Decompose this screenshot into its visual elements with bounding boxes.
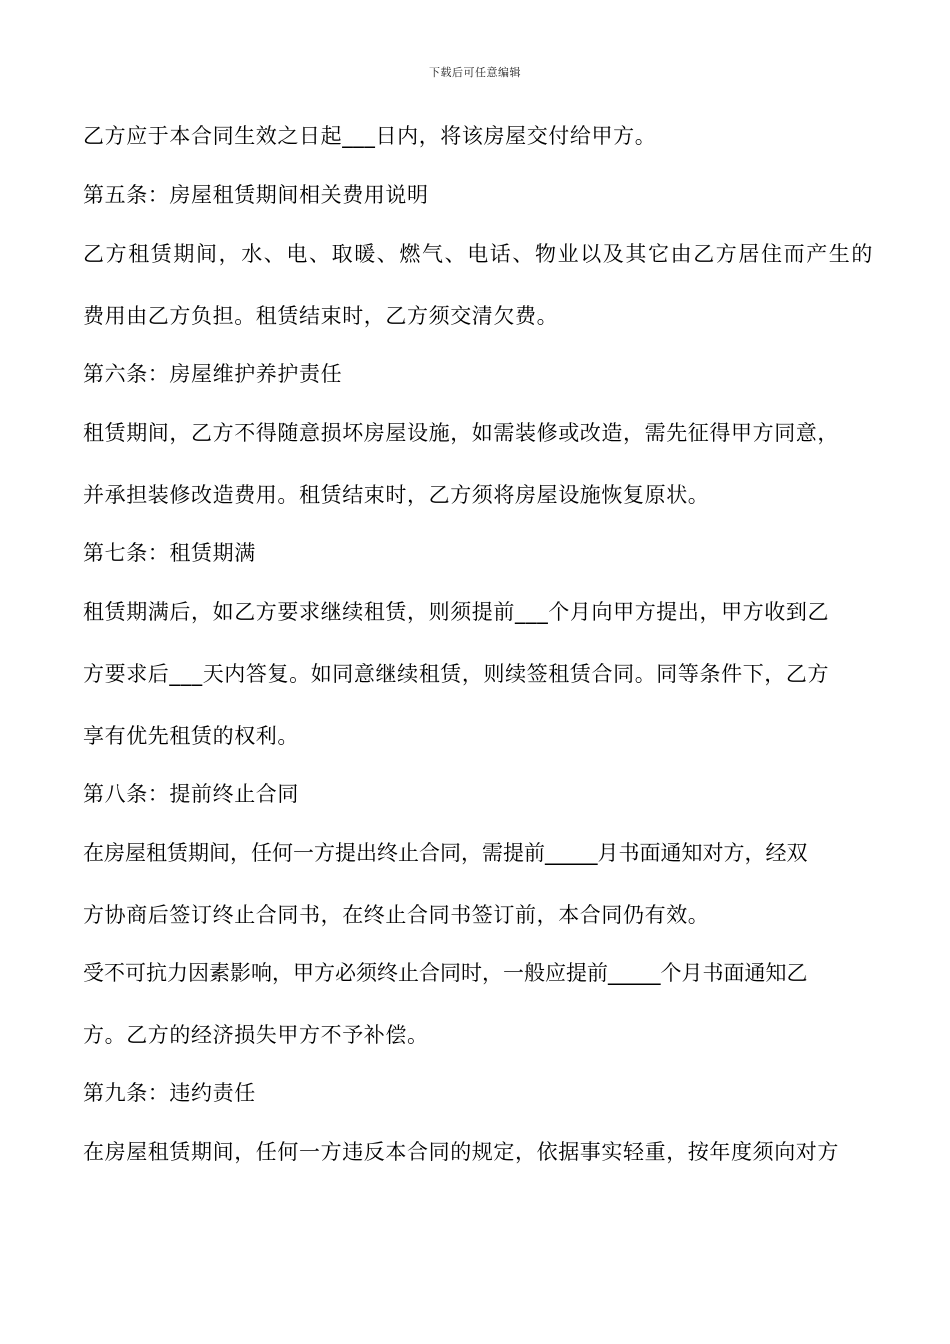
paragraph-line: 在房屋租赁期间，任何一方提出终止合同，需提前_____月书面通知对方，经双 [83,841,808,865]
paragraph-line: 乙方应于本合同生效之日起___日内，将该房屋交付给甲方。 [83,124,657,148]
paragraph-line: 乙方租赁期间，水、电、取暖、燃气、电话、物业以及其它由乙方居住而产生的 [83,242,874,266]
section-heading-8: 第八条：提前终止合同 [83,782,299,806]
paragraph-line: 受不可抗力因素影响，甲方必须终止合同时，一般应提前_____个月书面通知乙 [83,961,808,985]
section-heading-9: 第九条：违约责任 [83,1081,256,1105]
paragraph-line: 租赁期间，乙方不得随意损坏房屋设施，如需装修或改造，需先征得甲方同意， [83,421,839,445]
paragraph-line: 并承担装修改造费用。租赁结束时，乙方须将房屋设施恢复原状。 [83,483,710,507]
section-heading-5: 第五条：房屋租赁期间相关费用说明 [83,183,429,207]
paragraph-line: 方要求后___天内答复。如同意继续租赁，则续签租赁合同。同等条件下，乙方 [83,662,830,686]
paragraph-line: 方协商后签订终止合同书，在终止合同书签订前，本合同仍有效。 [83,903,710,927]
page-header-note: 下载后可任意编辑 [429,66,521,79]
section-heading-6: 第六条：房屋维护养护责任 [83,362,343,386]
paragraph-line: 方。乙方的经济损失甲方不予补偿。 [83,1023,429,1047]
section-heading-7: 第七条：租赁期满 [83,541,256,565]
paragraph-line: 租赁期满后，如乙方要求继续租赁，则须提前___个月向甲方提出，甲方收到乙 [83,600,830,624]
paragraph-line: 享有优先租赁的权利。 [83,724,299,748]
paragraph-line: 费用由乙方负担。租赁结束时，乙方须交清欠费。 [83,304,559,328]
paragraph-line: 在房屋租赁期间，任何一方违反本合同的规定，依据事实轻重，按年度须向对方 [83,1140,839,1164]
